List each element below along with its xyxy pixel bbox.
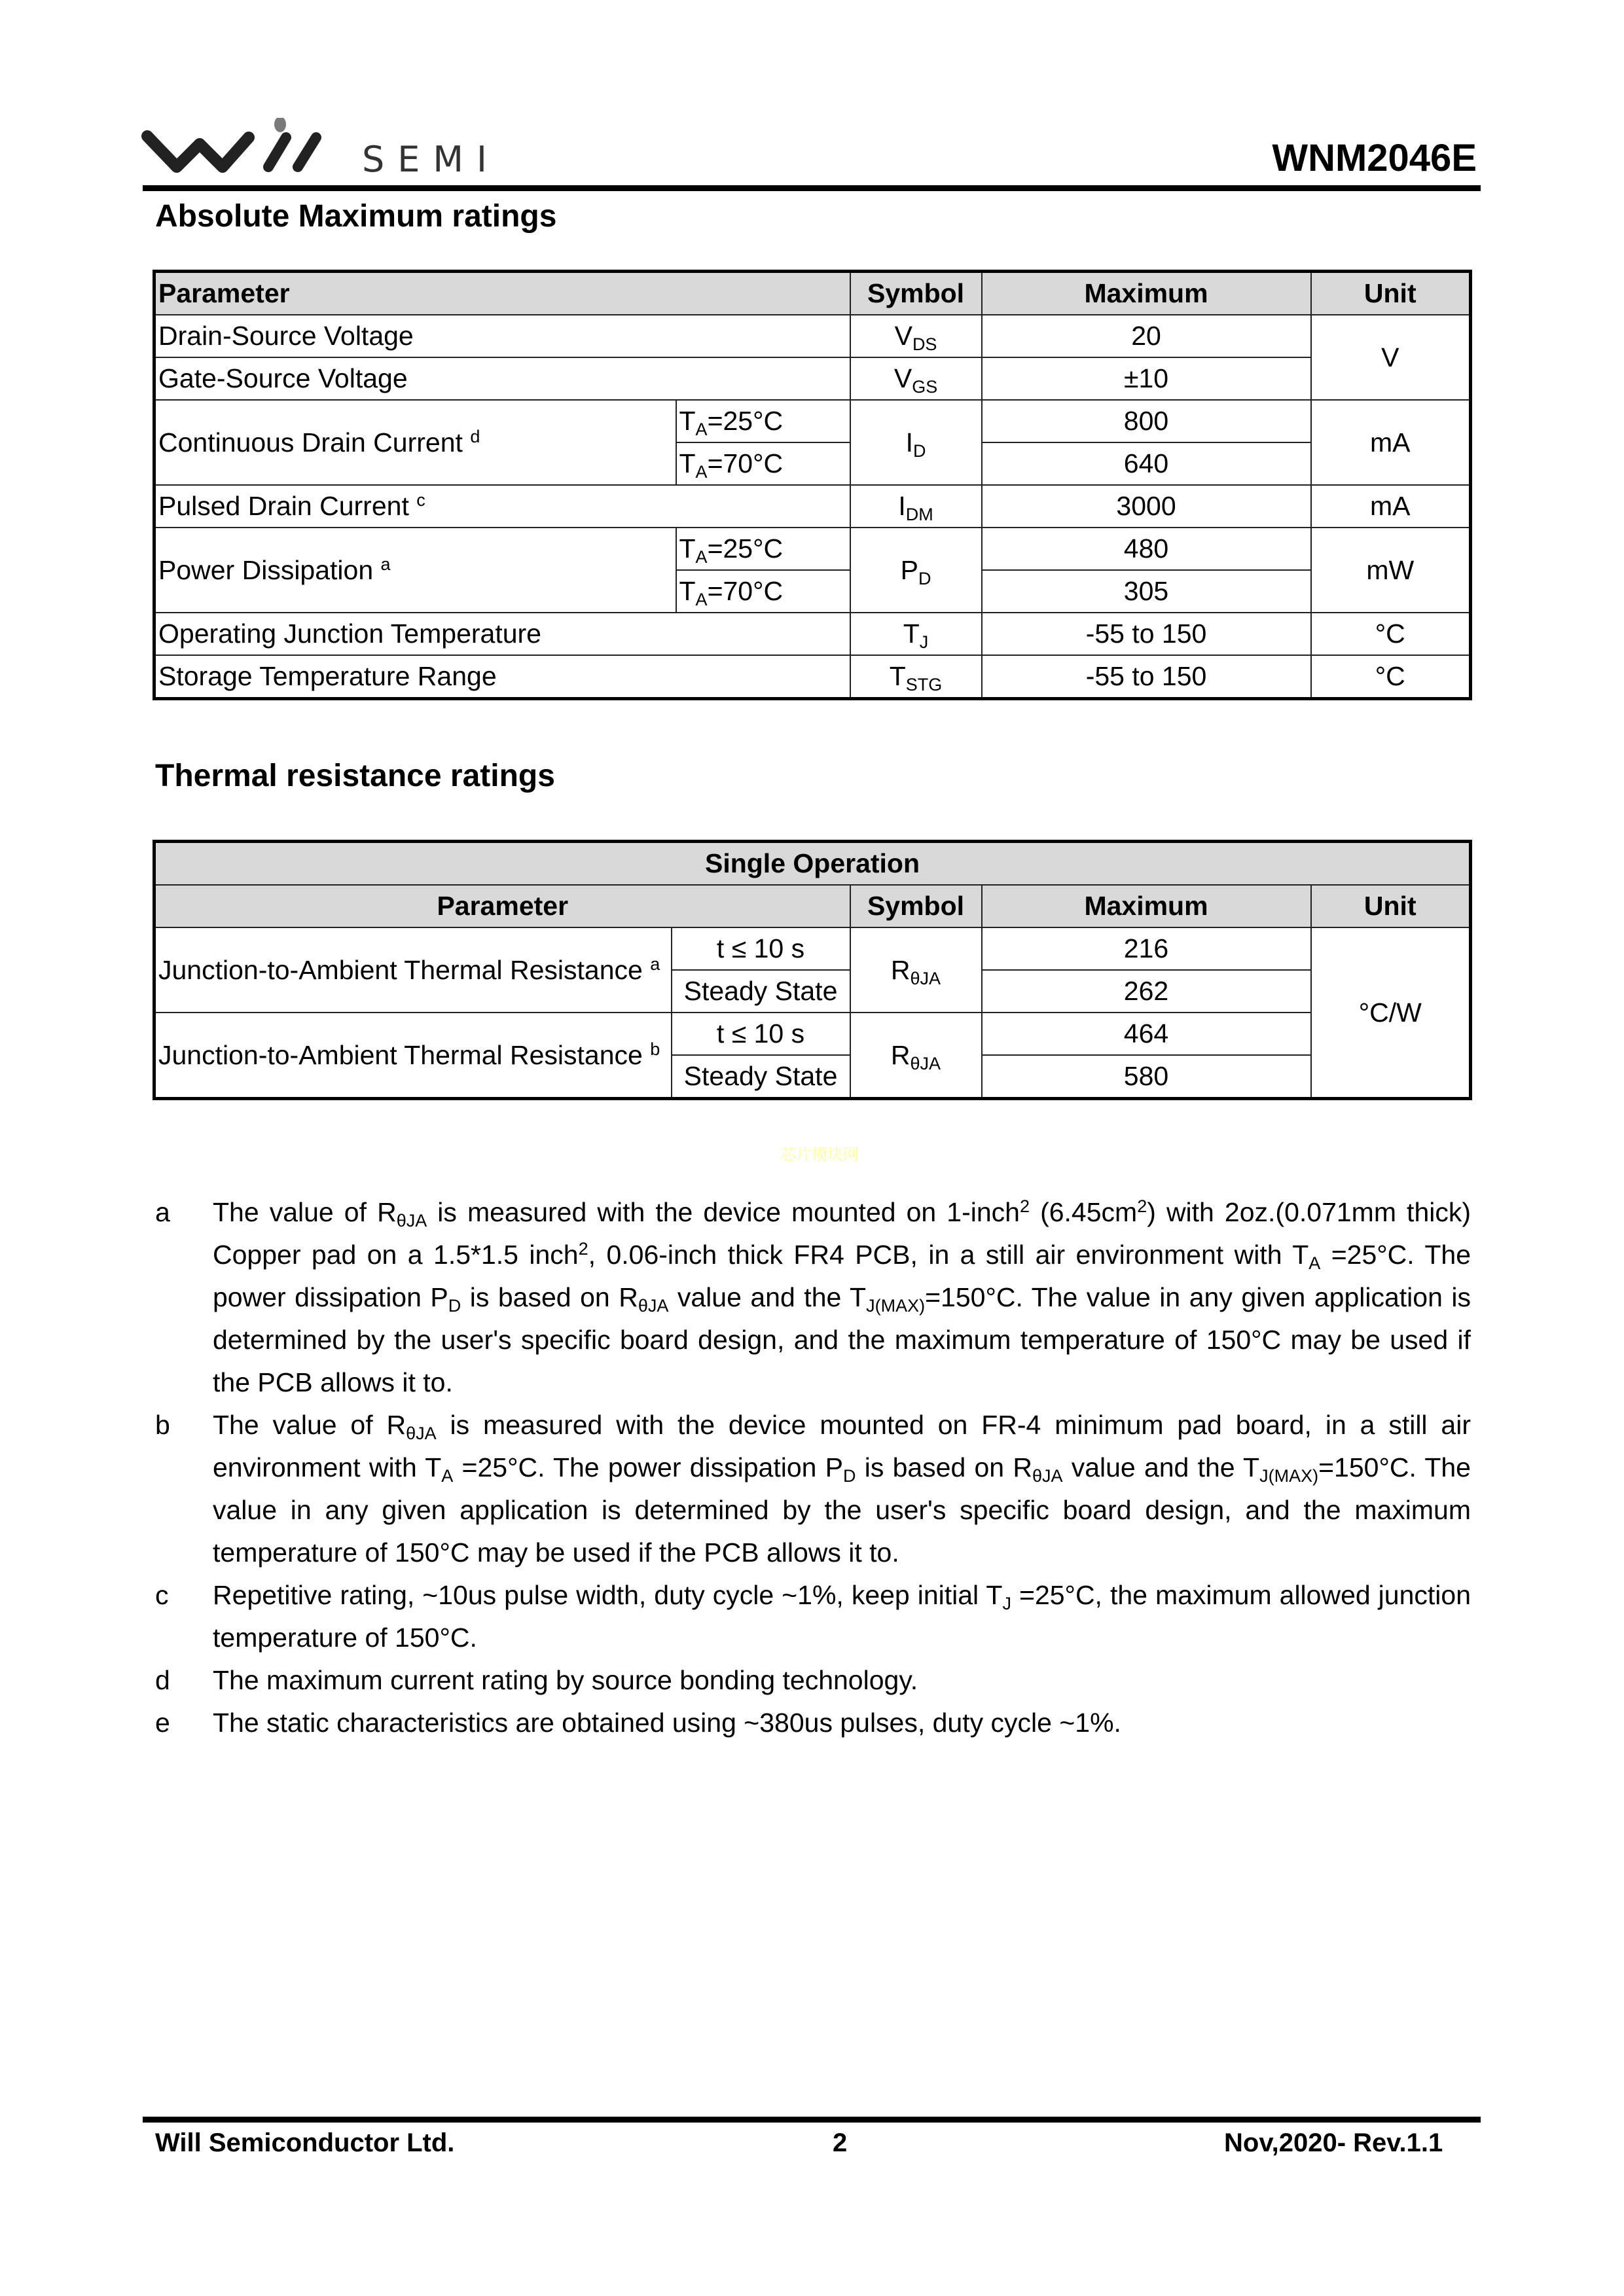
- footnote-letter: b: [155, 1410, 170, 1440]
- unit-cell: °C: [1311, 655, 1471, 699]
- param-cell: Power Dissipation $^a$: [154, 528, 676, 613]
- condition-cell: $T_A=70^\circ C$: [676, 570, 850, 613]
- table-row: [154, 315, 1471, 357]
- max-cell: 464: [982, 1013, 1311, 1055]
- symbol-cell: $R_{\theta JA}$: [850, 927, 982, 1013]
- footnote-c: [155, 1574, 1471, 1659]
- footer-company: Will Semiconductor Ltd.: [155, 2128, 455, 2157]
- symbol-cell: $I_{DM}$: [850, 485, 982, 528]
- single-operation-header: Single Operation: [154, 842, 1471, 886]
- footnote-e: [155, 1702, 1471, 1744]
- unit-cell: °C: [1311, 613, 1471, 655]
- max-cell: 3000: [982, 485, 1311, 528]
- table-row: [154, 613, 1471, 655]
- param-cell: Gate-Source Voltage: [154, 357, 850, 400]
- unit-cell: mA: [1311, 485, 1471, 528]
- max-cell: 480: [982, 528, 1311, 570]
- unit-cell: °C/W: [1311, 927, 1471, 1099]
- col-header-parameter: Parameter: [154, 885, 850, 927]
- max-cell: 20: [982, 315, 1311, 357]
- param-cell: Operating Junction Temperature: [154, 613, 850, 655]
- table-row: [154, 400, 1471, 442]
- footnote-letter: d: [155, 1665, 170, 1695]
- max-cell: 800: [982, 400, 1311, 442]
- max-cell: 580: [982, 1055, 1311, 1099]
- group-header-row: [154, 842, 1471, 886]
- condition-cell: Steady State: [672, 970, 850, 1013]
- part-number: WNM2046E: [1272, 137, 1477, 179]
- footnote-text: The static characteristics are obtained using ~380us pulses, duty cycle ~1%.: [213, 1708, 1121, 1738]
- symbol-cell: $T_{STG}$: [850, 655, 982, 699]
- thermal-title: Thermal resistance ratings: [155, 759, 555, 793]
- table-row: [154, 485, 1471, 528]
- watermark-text: 芯片模块网: [780, 1146, 859, 1164]
- table-header-row: [154, 885, 1471, 927]
- col-header-unit: Unit: [1311, 272, 1471, 315]
- header-rule: [143, 185, 1481, 191]
- unit-cell: mW: [1311, 528, 1471, 613]
- footnote-b: [155, 1404, 1471, 1574]
- footnote-letter: c: [155, 1580, 169, 1610]
- footnote-a: [155, 1191, 1471, 1404]
- max-cell: -55 to 150: [982, 613, 1311, 655]
- footer-page-number: 2: [833, 2128, 848, 2157]
- max-cell: 640: [982, 442, 1311, 485]
- symbol-cell: $V_{DS}$: [850, 315, 982, 357]
- param-cell: Continuous Drain Current $^d$: [154, 400, 676, 485]
- table-row: [154, 357, 1471, 400]
- footnote-text: The value of $R_{\theta JA}$ is measured with the device mounted on 1-inch$^2$ $(6.45cm^2)$ with 2oz.(0.071mm thick) Copper pad on a 1.5*1.5 inch$^2$, 0.06-inch thick FR4 PCB, in a still air environment with $T_A =25^\circ C$. The power dissipation $P_D$ is based on $R_{\theta JA}$ value and the $T_{J(MAX)}=150^\circ C$. The value in any given application is determined by the user's specific board design, and the maximum temperature of 150°C may be used if the PCB allows it to.: [213, 1196, 1471, 1397]
- logo-semi-text: SEMI: [362, 139, 500, 180]
- thermal-table: [153, 840, 1472, 1100]
- condition-cell: t ≤ 10 s: [672, 1013, 850, 1055]
- footnote-d: [155, 1659, 1471, 1702]
- col-header-maximum: Maximum: [982, 885, 1311, 927]
- footnote-text: The value of $R_{\theta JA}$ is measured with the device mounted on FR-4 minimum pad board, in a still air environment with $T_A =25^\circ C$. The power dissipation $P_D$ is based on $R_{\theta JA}$ value and the $T_{J(MAX)}=150^\circ C$. The value in any given application is determined by the user's specific board design, and the maximum temperature of 150°C may be used if the PCB allows it to.: [213, 1410, 1471, 1568]
- table-row: [154, 1013, 1471, 1055]
- col-header-maximum: Maximum: [982, 272, 1311, 315]
- col-header-parameter: Parameter: [154, 272, 850, 315]
- abs-max-title: Absolute Maximum ratings: [155, 199, 557, 234]
- unit-cell: V: [1311, 315, 1471, 400]
- footnotes: [155, 1191, 1471, 1744]
- condition-cell: t ≤ 10 s: [672, 927, 850, 970]
- footer-rule: [143, 2117, 1481, 2123]
- param-cell: Junction-to-Ambient Thermal Resistance $^a$: [154, 927, 672, 1013]
- max-cell: 305: [982, 570, 1311, 613]
- col-header-symbol: Symbol: [850, 885, 982, 927]
- table-row: [154, 927, 1471, 970]
- footnote-letter: e: [155, 1708, 170, 1738]
- unit-cell: mA: [1311, 400, 1471, 485]
- symbol-cell: $I_D$: [850, 400, 982, 485]
- max-cell: 262: [982, 970, 1311, 1013]
- footnote-letter: a: [155, 1197, 170, 1227]
- symbol-cell: $V_{GS}$: [850, 357, 982, 400]
- param-cell: Storage Temperature Range: [154, 655, 850, 699]
- footer-revision: Nov,2020- Rev.1.1: [1224, 2128, 1443, 2157]
- footnote-text: Repetitive rating, ~10us pulse width, duty cycle ~1%, keep initial $T_J =25^\circ C$, the maximum allowed junction temperature of 150°C.: [213, 1580, 1471, 1653]
- max-cell: -55 to 150: [982, 655, 1311, 699]
- symbol-cell: $R_{\theta JA}$: [850, 1013, 982, 1099]
- condition-cell: $T_A=25^\circ C$: [676, 400, 850, 442]
- table-header-row: [154, 272, 1471, 315]
- symbol-cell: $T_J$: [850, 613, 982, 655]
- condition-cell: $T_A=25^\circ C$: [676, 528, 850, 570]
- col-header-symbol: Symbol: [850, 272, 982, 315]
- condition-cell: $T_A=70^\circ C$: [676, 442, 850, 485]
- col-header-unit: Unit: [1311, 885, 1471, 927]
- footnote-text: The maximum current rating by source bonding technology.: [213, 1665, 918, 1695]
- condition-cell: Steady State: [672, 1055, 850, 1099]
- max-cell: 216: [982, 927, 1311, 970]
- param-cell: Drain-Source Voltage: [154, 315, 850, 357]
- param-cell: Pulsed Drain Current $^c$: [154, 485, 850, 528]
- table-row: [154, 528, 1471, 570]
- table-row: [154, 655, 1471, 699]
- max-cell: ±10: [982, 357, 1311, 400]
- abs-max-table: [153, 270, 1472, 700]
- symbol-cell: $P_D$: [850, 528, 982, 613]
- param-cell: Junction-to-Ambient Thermal Resistance $^b$: [154, 1013, 672, 1099]
